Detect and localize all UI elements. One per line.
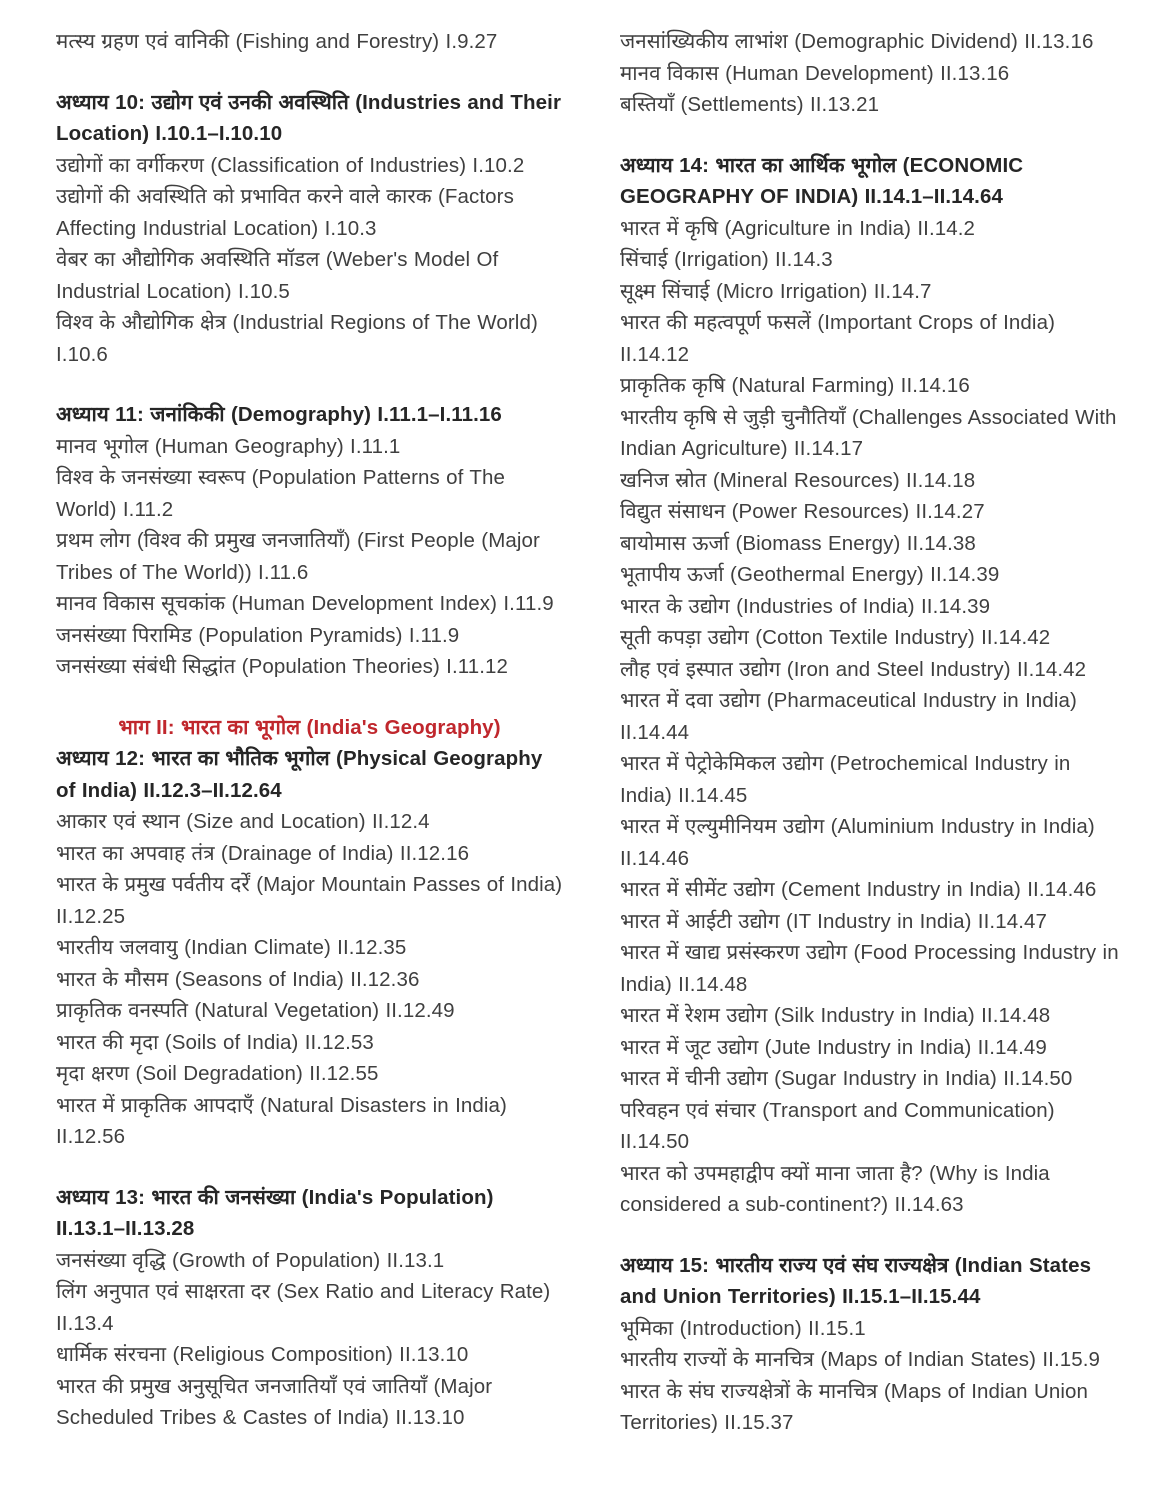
toc-entry: सूक्ष्म सिंचाई (Micro Irrigation) II.14.7 — [620, 279, 932, 303]
toc-entry: बायोमास ऊर्जा (Biomass Energy) II.14.38 — [620, 531, 976, 555]
toc-entry: भारत को उपमहाद्वीप क्यों माना जाता है? (Why is India considered a sub-continent?) II.14.63 — [620, 1161, 1050, 1216]
toc-entry: भारत में दवा उद्योग (Pharmaceutical Industry in India) II.14.44 — [620, 689, 1077, 744]
toc-entry: भारत में प्राकृतिक आपदाएँ (Natural Disasters in India) II.12.56 — [56, 1093, 507, 1148]
toc-entry: खनिज स्रोत (Mineral Resources) II.14.18 — [620, 468, 976, 492]
toc-entry: मत्स्य ग्रहण एवं वानिकी (Fishing and Forestry) I.9.27 — [56, 30, 498, 53]
toc-entry: मानव विकास सूचकांक (Human Development Index) I.11.9 — [56, 592, 554, 615]
toc-entry: मृदा क्षरण (Soil Degradation) II.12.55 — [56, 1062, 379, 1085]
toc-entry: भारत में एल्युमीनियम उद्योग (Aluminium Industry in India) II.14.46 — [620, 815, 1095, 870]
toc-entry: भूमिका (Introduction) II.15.1 — [620, 1316, 866, 1340]
toc-entry: प्राकृतिक कृषि (Natural Farming) II.14.16 — [620, 374, 970, 397]
toc-entry: विद्युत संसाधन (Power Resources) II.14.27 — [620, 500, 985, 523]
toc-entry: भारत में जूट उद्योग (Jute Industry in India) II.14.49 — [620, 1035, 1047, 1059]
toc-entry: भारत की मृदा (Soils of India) II.12.53 — [56, 1030, 374, 1054]
toc-right-column — [620, 26, 1127, 1490]
toc-entry: विश्व के औद्योगिक क्षेत्र (Industrial Regions of The World) I.10.6 — [56, 311, 538, 366]
toc-entry: अध्याय 13: भारत की जनसंख्या (India's Population) II.13.1–II.13.28 — [56, 1185, 494, 1240]
toc-entry — [56, 1153, 563, 1182]
toc-entry: भारत में कृषि (Agriculture in India) II.14.2 — [620, 216, 976, 240]
toc-entry: अध्याय 11: जनांकिकी (Demography) I.11.1–I.11.16 — [56, 403, 502, 426]
toc-entry: भारत में पेट्रोकेमिकल उद्योग (Petrochemical Industry in India) II.14.45 — [620, 752, 1071, 807]
toc-entry: अध्याय 15: भारतीय राज्य एवं संघ राज्यक्षेत्र (Indian States and Union Territories) II.15.1–II.15.44 — [620, 1253, 1092, 1308]
toc-entry: भारत के मौसम (Seasons of India) II.12.36 — [56, 967, 420, 991]
toc-entry: भूतापीय ऊर्जा (Geothermal Energy) II.14.39 — [620, 563, 1000, 586]
toc-entry — [56, 370, 563, 399]
toc-entry: प्रथम लोग (विश्व की प्रमुख जनजातियाँ) (First People (Major Tribes of The World)) I.11.6 — [56, 529, 540, 584]
toc-entry: जनसंख्या संबंधी सिद्धांत (Population Theories) I.11.12 — [56, 655, 509, 678]
toc-entry: बस्तियाँ (Settlements) II.13.21 — [620, 93, 880, 116]
toc-entry: धार्मिक संरचना (Religious Composition) II.13.10 — [56, 1343, 469, 1366]
toc-entry: विश्व के जनसंख्या स्वरूप (Population Patterns of The World) I.11.2 — [56, 466, 506, 521]
toc-entry: मानव विकास (Human Development) II.13.16 — [620, 61, 1010, 85]
toc-left-column — [56, 26, 563, 1490]
toc-entry: जनसंख्या वृद्धि (Growth of Population) II.13.1 — [56, 1248, 445, 1272]
toc-entry: उद्योगों का वर्गीकरण (Classification of Industries) I.10.2 — [56, 153, 525, 177]
toc-entry: भारत की महत्वपूर्ण फसलें (Important Crops of India) II.14.12 — [620, 311, 1055, 366]
toc-entry: अध्याय 12: भारत का भौतिक भूगोल (Physical Geography of India) II.12.3–II.12.64 — [56, 747, 543, 802]
toc-entry — [620, 121, 1127, 150]
toc-entry: भारत की प्रमुख अनुसूचित जनजातियाँ एवं जातियाँ (Major Scheduled Tribes & Castes of India) II.13.10 — [56, 1374, 493, 1429]
toc-entry: भारत में रेशम उद्योग (Silk Industry in India) II.14.48 — [620, 1004, 1051, 1027]
toc-entry: लिंग अनुपात एवं साक्षरता दर (Sex Ratio and Literacy Rate) II.13.4 — [56, 1280, 551, 1335]
toc-entry: भारत के उद्योग (Industries of India) II.14.39 — [620, 594, 991, 618]
toc-entry: भारतीय कृषि से जुड़ी चुनौतियाँ (Challenges Associated With Indian Agriculture) II.14.17 — [620, 405, 1117, 460]
toc-entry: भारत में खाद्य प्रसंस्करण उद्योग (Food Processing Industry in India) II.14.48 — [620, 941, 1119, 996]
toc-entry: आकार एवं स्थान (Size and Location) II.12.4 — [56, 810, 430, 833]
toc-entry — [56, 58, 563, 87]
toc-entry: भारतीय जलवायु (Indian Climate) II.12.35 — [56, 936, 407, 959]
toc-entry: लौह एवं इस्पात उद्योग (Iron and Steel Industry) II.14.42 — [620, 657, 1087, 681]
toc-entry: वेबर का औद्योगिक अवस्थिति मॉडल (Weber's Model Of Industrial Location) I.10.5 — [56, 248, 499, 303]
toc-entry: अध्याय 10: उद्योग एवं उनकी अवस्थिति (Industries and Their Location) I.10.1–I.10.10 — [56, 90, 562, 145]
toc-entry: भारत के प्रमुख पर्वतीय दर्रें (Major Mountain Passes of India) II.12.25 — [56, 873, 563, 928]
toc-entry: भारत में सीमेंट उद्योग (Cement Industry in India) II.14.46 — [620, 878, 1097, 901]
toc-entry: भारत में आईटी उद्योग (IT Industry in India) II.14.47 — [620, 909, 1047, 933]
toc-entry: भारत का अपवाह तंत्र (Drainage of India) II.12.16 — [56, 841, 470, 865]
toc-entry: सिंचाई (Irrigation) II.14.3 — [620, 248, 833, 271]
toc-entry: सूती कपड़ा उद्योग (Cotton Textile Industry) II.14.42 — [620, 626, 1051, 649]
toc-entry: भारतीय राज्यों के मानचित्र (Maps of Indian States) II.15.9 — [620, 1348, 1101, 1371]
toc-entry: उद्योगों की अवस्थिति को प्रभावित करने वाले कारक (Factors Affecting Industrial Location) I.10.3 — [56, 185, 514, 240]
toc-entry: भारत के संघ राज्यक्षेत्रों के मानचित्र (Maps of Indian Union Territories) II.15.37 — [620, 1379, 1089, 1434]
toc-entry: जनसांख्यिकीय लाभांश (Demographic Dividend) II.13.16 — [620, 30, 1094, 53]
toc-entry — [620, 1221, 1127, 1250]
toc-entry: भारत में चीनी उद्योग (Sugar Industry in India) II.14.50 — [620, 1067, 1073, 1090]
toc-entry: भाग II: भारत का भूगोल (India's Geography) — [118, 715, 501, 739]
toc-entry: अध्याय 14: भारत का आर्थिक भूगोल (ECONOMIC GEOGRAPHY OF INDIA) II.14.1–II.14.64 — [620, 153, 1024, 208]
toc-entry: जनसंख्या पिरामिड (Population Pyramids) I.11.9 — [56, 623, 460, 647]
toc-entry: परिवहन एवं संचार (Transport and Communication) II.14.50 — [620, 1098, 1055, 1153]
toc-entry: मानव भूगोल (Human Geography) I.11.1 — [56, 434, 401, 458]
toc-entry: प्राकृतिक वनस्पति (Natural Vegetation) II.12.49 — [56, 999, 455, 1022]
toc-entry — [56, 683, 563, 712]
